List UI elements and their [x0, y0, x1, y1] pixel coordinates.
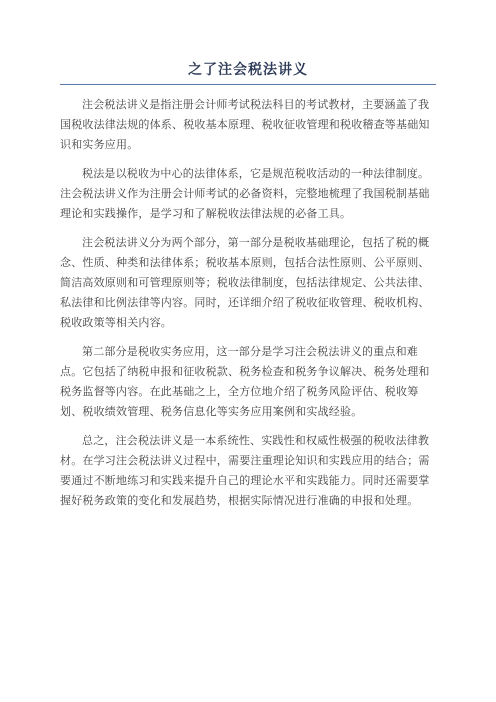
- paragraph-conclusion: 总之，注会税法讲义是一本系统性、实践性和权威性极强的税收法律教材。在学习注会税法讲义过程中，需要注重理论知识和实践应用的结合；需要通过不断地练习和实践来提升自己的理论水平和实践能力。同时还需要掌握好税务政策的变化和发展趋势，根据实际情况进行准确的申报和处理。: [60, 434, 430, 507]
- paragraph-part-one: 注会税法讲义分为两个部分，第一部分是税收基础理论，包括了税的概念、性质、种类和法律体系；税收基本原则，包括合法性原则、公平原则、简洁高效原则和可管理原则等；税收法律制度，包括法律规定、公共法律、私法律和比例法律等内容。同时，还详细介绍了税收征收管理、税收机构、税收政策等相关内容。: [60, 236, 430, 329]
- paragraph-definition: 税法是以税收为中心的法律体系，它是规范税收活动的一种法律制度。注会税法讲义作为注册会计师考试的必备资料，完整地梳理了我国税制基础理论和实践操作，是学习和了解税收法律法规的必备工具。: [60, 167, 430, 220]
- document-body: [60, 95, 440, 520]
- paragraph-intro: 注会税法讲义是指注册会计师考试税法科目的考试教材，主要涵盖了我国税收法律法规的体系、税收基本原理、税收征收管理和税收稽查等基础知识和实务应用。: [60, 98, 430, 151]
- title-underline: [60, 84, 436, 85]
- paragraph-part-two: 第二部分是税收实务应用，这一部分是学习注会税法讲义的重点和难点。它包括了纳税申报和征收税款、税务检查和税务争议解决、税务处理和税务监督等内容。在此基础之上，全方位地介绍了税务风险评估、税收筹划、税收绩效管理、税务信息化等实务应用案例和实战经验。: [60, 345, 430, 418]
- document-title: 之了注会税法讲义: [188, 62, 308, 78]
